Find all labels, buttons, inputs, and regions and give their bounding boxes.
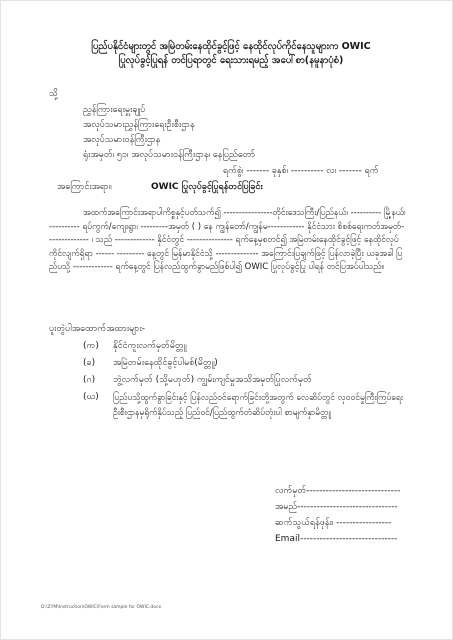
addressee-line: ရုံးအမှတ်၊ ၅၁၊ အလုပ်သမားဝန်ကြီးဌာန၊ နေပြည်တော် (83, 150, 256, 160)
date-line: ရက်စွဲ၊ ------- ခုနှစ်၊ ---------- လ၊ ------- ရက် (223, 166, 379, 176)
attachment-marker: (ခ) (83, 358, 96, 368)
addressee-line: အလုပ်သမားဝန်ကြီးဌာန (83, 135, 161, 145)
attachment-item (83, 392, 113, 403)
attachment-item (83, 375, 312, 386)
attachment-text: နိုင်ငံကူးလက်မှတ်မိတ္တူ (113, 341, 187, 351)
attachment-marker: (ဃ) (83, 392, 99, 402)
subject-label: အကြောင်းအရာ။ (57, 182, 112, 192)
addressee-line: ညွှန်ကြားရေးမှူးချုပ် (83, 105, 146, 115)
attachment-marker: (က) (83, 341, 99, 351)
signature-line: လက်မှတ်----------------------------- (275, 486, 401, 496)
attachment-text: ဘွဲ့လက်မှတ် (သို့မဟုတ်) ကျွမ်းကျင်မှုအသိအမှတ်ပြုလက်မှတ် (113, 375, 312, 385)
attachments-heading: ပူးတွဲပါအထောက်အထားများ- (49, 324, 145, 334)
body-paragraph: အထက်အကြောင်းအရာပါကိစ္စနှင့်ပတ်သက်၍ ----------------တိုင်းဒေသကြီး/ပြည်နယ်၊ ---------- မြို့နယ်၊ ---------- ရပ်ကွက်/ကျေးရွာ၊ ---------အမှတ် ( ) နေ ကျွန်တော်/ကျွန်မ------------ နိုင်ငံသား စိစစ်ရေးကတ်အမှတ်-------------- ၊ သည် ------------- နိုင်ငံတွင် --------------- ရက်နေ့မှစတင်၍ အမြဲတမ်းနေထိုင်ခွင့်ဖြင့် နေထိုင်လုပ်ကိုင်လျက်ရှိရာ ------ --------- နေ့တွင် မြန်မာနိုင်ငံသို့ -------------- အကြောင်းပြချက်ဖြင့် ပြန်လာခဲ့ပြီး ယခုအခါ ပြည်ပသို့ ------------- ရက်နေ့တွင် ပြန်လည်ထွက်ခွာမည်ဖြစ်ပါ၍ OWIC ပြုလုပ်ခွင့်ပြု ပါရန် တင်ပြအပ်ပါသည်။ (49, 208, 406, 273)
document-title-line-1: ပြည်ပနိုင်ငံများတွင် အမြဲတမ်းနေထိုင်ခွင့်ဖြင့် နေထိုင်လုပ်ကိုင်နေသူများက OWIC (91, 41, 371, 52)
attachment-text: ပြည်ပသို့ထွက်ခွာခြင်းနှင့် ပြန်လည်ဝင်ရောက်ခြင်းတို့အတွက် လေဆိပ်တွင် လုဝဝင်မှုကြီးကြပ်ရေးဦးစီးဌာနမှရိုက်နှိပ်သည့် ပြည်ဝင်/ပြည်ထွက်တံဆိပ်တုံးပါ စာမျက်နှာမိတ္တူ (113, 393, 403, 418)
addressee-line: အလုပ်သမားညွှန်ကြားရေးဦးစီးဌာန (83, 120, 195, 130)
subject-text: OWIC ပြုလုပ်ခွင့်ပြုရန်တင်ပြခြင်း (151, 182, 263, 192)
attachment-item (83, 358, 218, 369)
attachment-text: အမြဲတမ်းနေထိုင်ခွင့်ပါမစ်(မိတ္တူ) (113, 358, 218, 368)
name-line: အမည်------------------------------- (275, 502, 398, 512)
to-label: သို့ (49, 89, 58, 99)
attachment-item (83, 341, 186, 352)
email-line: Email------------------------------ (275, 534, 398, 544)
document-title-line-2: ပြုလုပ်ခွင့်ပြုရန် တင်ပြရာတွင် ရေးသားရမည့် အပေါ်စာ(နမူနာပုံစံ) (118, 55, 344, 66)
attachment-marker: (ဂ) (83, 375, 96, 385)
footer-file-path: D:\ZYM\Instruction\OWIC\Form sample for OWIC.docx (41, 605, 162, 610)
phone-line: ဆက်သွယ်ရန်ဖုန်း၊ ----------------- (275, 518, 392, 528)
